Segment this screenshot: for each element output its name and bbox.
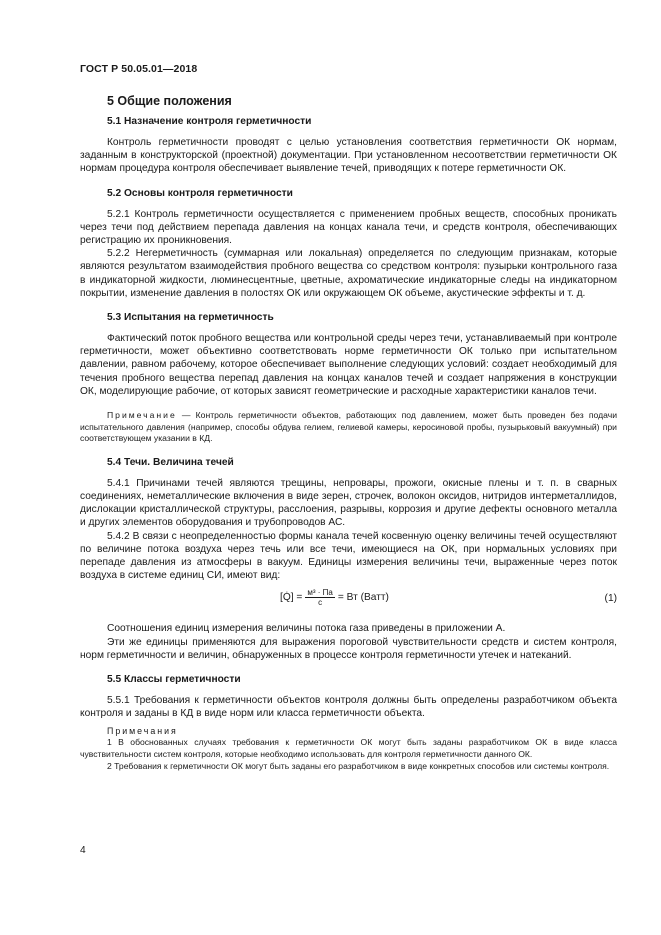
note-5-5-2: 2 Требования к герметичности ОК могут быть заданы его разработчиком в виде конкретных способов или системы контроля. <box>107 760 610 771</box>
formula-lhs: [Q̇] = <box>280 592 303 604</box>
formula-numerator: м³ · Па <box>307 588 333 598</box>
paragraph-5-4-1: 5.4.1 Причинами течей являются трещины, непровары, прожоги, окисные плены и т. п. в сварных соединениях, неметаллические включения в виде зерен, строчек, волокон оксидов, нитридов интерметаллидов, дислокации кристаллической структуры, расслоения, разрывы, коррозия и другие дефекты основного металла и других элементов оборудования и трубопроводов АС. <box>80 477 617 529</box>
subsection-title-5-3: 5.3 Испытания на герметичность <box>107 312 274 324</box>
subsection-title-5-1: 5.1 Назначение контроля герметичности <box>107 116 312 127</box>
paragraph-5-4-4: Эти же единицы применяются для выражения пороговой чувствительности средств и систем контроля, норм герметичности и величин, обнаруженных в процессе контроля герметичности утечек и натеканий. <box>80 636 617 661</box>
paragraph-5-4-3: Соотношения единиц измерения величины потока газа приведены в приложении А. <box>107 623 506 635</box>
note-label: Примечание <box>107 410 177 421</box>
formula-1 <box>80 586 617 612</box>
note-5-3 <box>80 410 617 445</box>
paragraph-5-4-2: 5.4.2 В связи с неопределенностью формы канала течей косвенную оценку величины течей осуществляют по величине потока воздуха через течь или все течи, имеющиеся на ОК, при нормальных условиях при перепаде давления из атмосферы в вакуум. Единицы измерения величины течи, выраженные через поток воздуха в системе единиц СИ, имеют вид: <box>80 530 617 582</box>
subsection-title-5-2: 5.2 Основы контроля герметичности <box>107 187 293 199</box>
paragraph-5-5-1: 5.5.1 Требования к герметичности объектов контроля должны быть определены разработчиком объекта контроля и заданы в КД в виде норм или класса герметичности объекта. <box>80 695 617 720</box>
paragraph-5-2-1: 5.2.1 Контроль герметичности осуществляется с применением пробных веществ, способных проникать через течи под действием перепада давления на концах канала течи, и средств контроля, обеспечивающих регистрацию их проникновения. <box>80 208 617 247</box>
page-content <box>80 94 617 784</box>
formula-rhs: = Вт (Ватт) <box>337 592 389 604</box>
note-text: — Контроль герметичности объектов, работающих под давлением, может быть проведен без подачи испытательного давления (например, способы обдува гелием, гелиевой камеры, керосиновой пробы, пузырьковый вакуумный) при соответствующем указании в КД. <box>80 410 617 444</box>
subsection-title-5-4: 5.4 Течи. Величина течей <box>107 456 234 468</box>
standard-designation: ГОСТ Р 50.05.01—2018 <box>80 63 198 75</box>
section-title: 5 Общие положения <box>107 94 232 108</box>
paragraph-5-3: Фактический поток пробного вещества или контрольной среды через течи, устанавливаемый при контроле герметичности, может объективно соответствовать норме герметичности ОК только при испытательном давлении, равном рабочему, которое обеспечивает выполнение следующих условий: создает необходимый для течения пробного вещества перепад давления на концах каналов течей и создает напряжения в конструкции ОК, моделирующие рабочие, от которых зависят геометрические и расходные характеристики каналов течи. <box>80 333 617 397</box>
page-number: 4 <box>80 845 86 856</box>
paragraph-5-2-2: 5.2.2 Негерметичность (суммарная или локальная) определяется по следующим признакам, которые являются результатом взаимодействия пробного вещества со средством контроля: пузырьки контрольного газа в индикаторной жидкости, люминесцентные, цветные, ахроматические индикаторные следы на индикаторном покрытии, изменение давления в полостях ОК или окружающем ОК объеме, акустические эффекты и т. д. <box>80 248 617 299</box>
formula-number: (1) <box>604 593 617 605</box>
paragraph-5-1: Контроль герметичности проводят с целью установления соответствия герметичности ОК нормам, заданным в конструкторской (проектной) документации. При установленном несоответствии герметичности ОК нормам процедура контроля обеспечивает выявление течей, приводящих к потере герметичности ОК. <box>80 137 617 175</box>
note-5-5-1: 1 В обоснованных случаях требования к герметичности ОК могут быть заданы разработчиком ОК в виде класса чувствительности систем контроля, которые необходимо использовать для контроля герметичности данного ОК. <box>80 737 617 760</box>
notes-label: Примечания <box>107 726 178 737</box>
subsection-title-5-5: 5.5 Классы герметичности <box>107 674 241 686</box>
formula-fraction <box>305 588 334 607</box>
formula-expression <box>280 588 389 607</box>
formula-denominator: с <box>318 598 323 608</box>
